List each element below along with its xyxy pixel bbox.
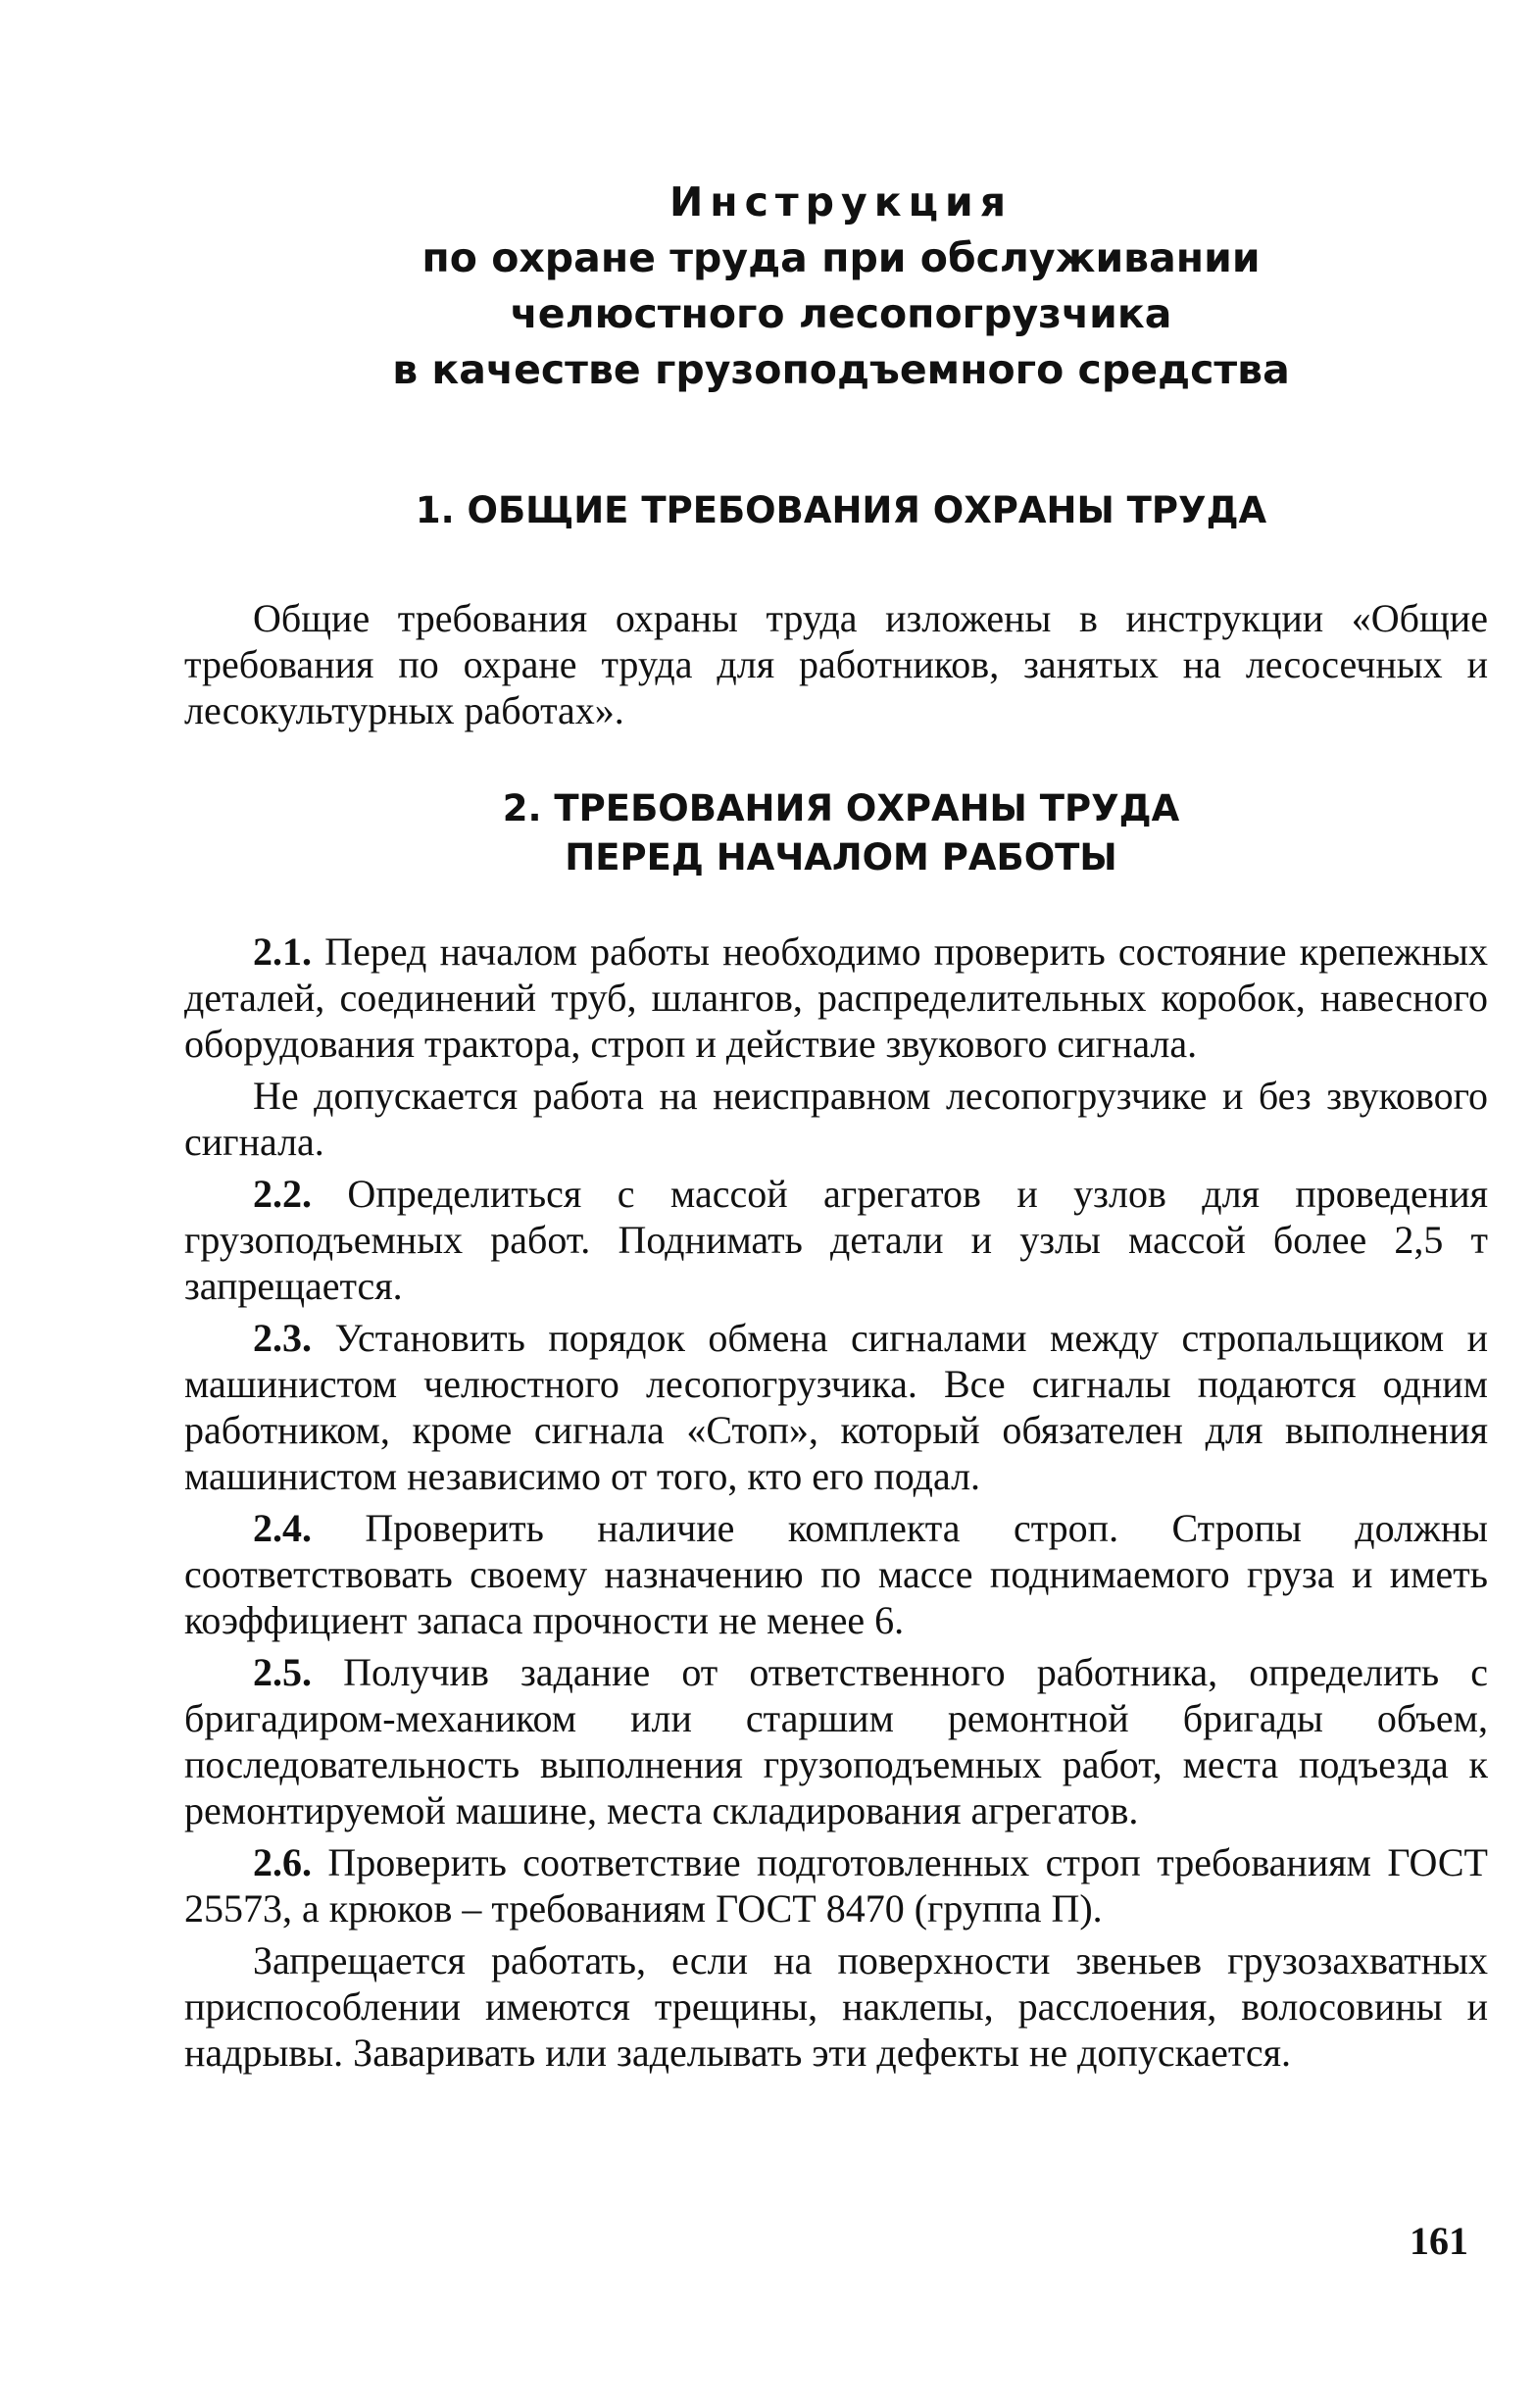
title-line-4: в качестве грузоподъемного средства: [392, 346, 1290, 393]
paragraph-2-5: [184, 1649, 1488, 1833]
section-2-heading-line-2: ПЕРЕД НАЧАЛОМ РАБОТЫ: [565, 836, 1117, 878]
section-1-body: [184, 595, 1488, 739]
item-number: 2.5.: [253, 1650, 312, 1694]
section-2-heading: [184, 784, 1498, 882]
page-number: 161: [1410, 2219, 1468, 2263]
section-1-heading: [184, 486, 1498, 535]
item-text: Не допускается работа на неисправном лесопогрузчике и без звукового сигнала.: [184, 1074, 1488, 1164]
item-text: Установить порядок обмена сигналами между стропальщиком и машинистом челюстного лесопогрузчика. Все сигналы подаются одним работником, кроме сигнала «Стоп», который обязателен для выполнения машинистом независимо от того, кто его подал.: [184, 1316, 1488, 1498]
item-text: Перед началом работы необходимо проверить состояние крепежных деталей, соединений труб, шлангов, распределительных коробок, навесного оборудования трактора, строп и действие звукового сигнала.: [184, 929, 1488, 1066]
paragraph-2-3: [184, 1315, 1488, 1499]
item-number: 2.6.: [253, 1840, 312, 1884]
paragraph-2-2: [184, 1171, 1488, 1309]
item-text: Определиться с массой агрегатов и узлов для проведения грузоподъемных работ. Поднимать детали и узлы массой более 2,5 т запрещается.: [184, 1172, 1488, 1308]
item-text: Запрещается работать, если на поверхности звеньев грузозахватных приспособлении имеются трещины, наклепы, расслоения, волосовины и надрывы. Заваривать или заделывать эти дефекты не допускается.: [184, 1938, 1488, 2075]
paragraph-2-1: [184, 928, 1488, 1067]
item-text: Получив задание от ответственного работника, определить с бригадиром-механиком или старшим ремонтной бригады объем, последовательность выполнения грузоподъемных работ, места подъезда к ремонтируемой машине, места складирования агрегатов.: [184, 1650, 1488, 1832]
item-number: 2.3.: [253, 1316, 312, 1360]
item-number: 2.1.: [253, 929, 312, 974]
item-number: 2.2.: [253, 1172, 312, 1216]
title-line-1: Инструкция: [668, 178, 1014, 226]
section-1-heading-text: 1. ОБЩИЕ ТРЕБОВАНИЯ ОХРАНЫ ТРУДА: [415, 489, 1267, 531]
item-text: Проверить соответствие подготовленных строп требованиям ГОСТ 25573, а крюков – требованиям ГОСТ 8470 (группа П).: [184, 1840, 1488, 1931]
document-page: [184, 0, 1498, 2408]
section-2-heading-line-1: 2. ТРЕБОВАНИЯ ОХРАНЫ ТРУДА: [502, 787, 1180, 829]
section-1-paragraph: Общие требования охраны труда изложены в инструкции «Общие требования по охране труда для работников, занятых на лесосечных и лесокультурных работах».: [184, 596, 1488, 732]
title-line-2: по охране труда при обслуживании: [421, 234, 1261, 281]
paragraph-2-1-note: [184, 1073, 1488, 1165]
paragraph-2-6: [184, 1839, 1488, 1931]
paragraph-2-4: [184, 1505, 1488, 1643]
section-2-body: [184, 928, 1488, 2082]
paragraph-2-6-note: [184, 1937, 1488, 2076]
document-title: [184, 175, 1498, 398]
title-line-3: челюстного лесопогрузчика: [510, 290, 1172, 337]
item-text: Проверить наличие комплекта строп. Стропы должны соответствовать своему назначению по массе поднимаемого груза и иметь коэффициент запаса прочности не менее 6.: [184, 1506, 1488, 1642]
item-number: 2.4.: [253, 1506, 312, 1550]
